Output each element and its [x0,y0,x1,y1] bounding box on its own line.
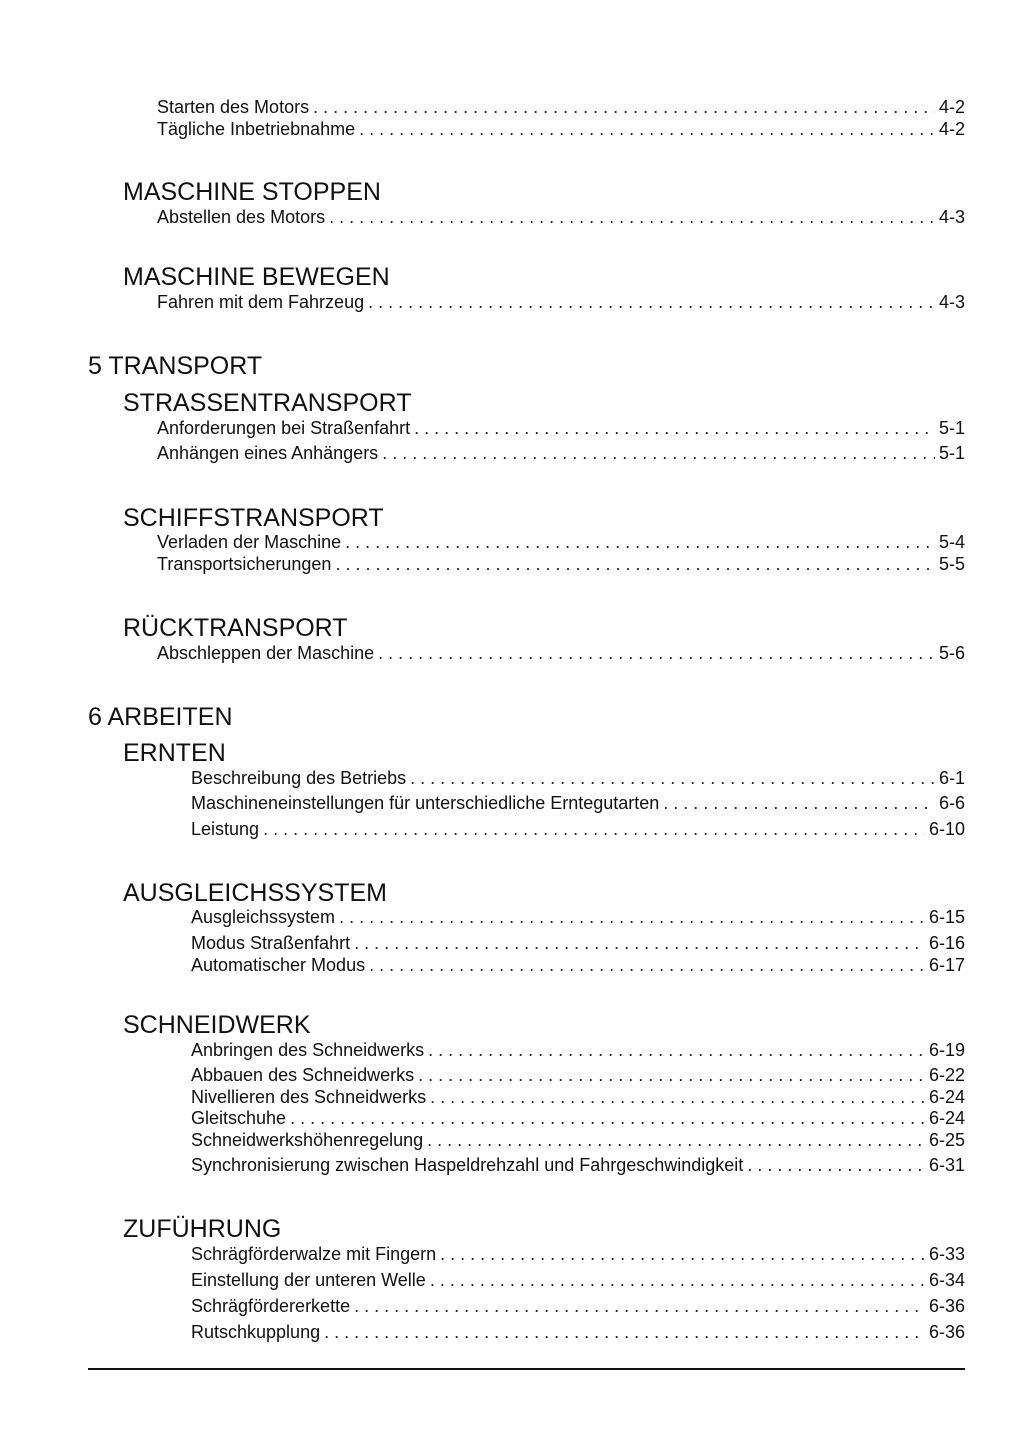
toc-entry-page: 5-1 [938,418,965,438]
toc-entry-title: Anbringen des Schneidwerks [191,1040,425,1060]
dot-leader [335,553,935,575]
toc-entry[interactable] [157,417,965,439]
toc-entry[interactable] [157,531,965,553]
toc-entry-title: Fahren mit dem Fahrzeug [157,292,365,312]
dot-leader [359,118,935,140]
dot-leader [747,1154,925,1176]
toc-entry-page: 6-24 [928,1087,965,1107]
toc-entry[interactable] [157,642,965,664]
toc-entry-page: 6-31 [928,1155,965,1175]
section-heading: MASCHINE BEWEGEN [123,263,390,291]
toc-entry-title: Anhängen eines Anhängers [157,443,379,463]
toc-entry[interactable] [157,96,965,118]
toc-entry-page: 6-24 [928,1108,965,1128]
section-heading: SCHIFFSTRANSPORT [123,504,384,532]
chapter-heading: 5 TRANSPORT [88,352,263,380]
toc-entry[interactable] [191,1129,965,1151]
toc-entry-title: Starten des Motors [157,97,310,117]
toc-entry[interactable] [191,1039,965,1061]
toc-entry-title: Anforderungen bei Straßenfahrt [157,418,411,438]
section-heading: SCHNEIDWERK [123,1011,311,1039]
toc-entry-title: Schneidwerkshöhenregelung [191,1130,424,1150]
toc-entry-title: Nivellieren des Schneidwerks [191,1087,427,1107]
toc-entry-title: Automatischer Modus [191,955,366,975]
toc-entry[interactable] [191,1086,965,1108]
dot-leader [430,1269,925,1291]
toc-entry-page: 6-16 [928,933,965,953]
dot-leader [290,1107,925,1129]
toc-entry-page: 6-36 [928,1322,965,1342]
toc-entry-title: Maschineneinstellungen für unterschiedliche Erntegutarten [191,793,660,813]
toc-entry-page: 6-36 [928,1296,965,1316]
dot-leader [414,417,935,439]
toc-entry-page: 6-19 [928,1040,965,1060]
toc-entry[interactable] [191,1295,965,1317]
dot-leader [368,291,935,313]
section-heading: STRASSENTRANSPORT [123,389,412,417]
dot-leader [378,642,935,664]
toc-entry[interactable] [191,1269,965,1291]
toc-entry[interactable] [191,1154,965,1176]
toc-entry-page: 6-6 [938,793,965,813]
toc-entry-title: Abbauen des Schneidwerks [191,1065,415,1085]
toc-entry-page: 4-2 [938,97,965,117]
footer-divider [88,1368,965,1370]
toc-entry[interactable] [157,291,965,313]
toc-entry-title: Tägliche Inbetriebnahme [157,119,356,139]
toc-entry-page: 5-6 [938,643,965,663]
dot-leader [410,767,935,789]
toc-entry[interactable] [191,1064,965,1086]
toc-entry-page: 4-2 [938,119,965,139]
toc-entry-page: 6-15 [928,907,965,927]
toc-entry-title: Schrägfördererkette [191,1296,351,1316]
toc-entry-page: 6-25 [928,1130,965,1150]
toc-entry[interactable] [157,206,965,228]
toc-entry-page: 5-4 [938,532,965,552]
toc-entry[interactable] [191,954,965,976]
dot-leader [329,206,935,228]
toc-entry-title: Schrägförderwalze mit Fingern [191,1244,437,1264]
toc-entry-title: Einstellung der unteren Welle [191,1270,426,1290]
toc-entry-page: 6-34 [928,1270,965,1290]
dot-leader [663,792,935,814]
toc-entry-page: 6-22 [928,1065,965,1085]
toc-entry-title: Abschleppen der Maschine [157,643,375,663]
toc-entry[interactable] [191,1321,965,1343]
dot-leader [369,954,925,976]
toc-entry[interactable] [191,906,965,928]
toc-entry-title: Synchronisierung zwischen Haspeldrehzahl und Fahrgeschwindigkeit [191,1155,744,1175]
toc-entry[interactable] [191,818,965,840]
toc-entry-title: Gleitschuhe [191,1108,287,1128]
toc-entry[interactable] [191,767,965,789]
toc-entry-page: 4-3 [938,292,965,312]
dot-leader [427,1129,925,1151]
dot-leader [440,1243,925,1265]
toc-entry-title: Rutschkupplung [191,1322,321,1342]
toc-entry-title: Leistung [191,819,260,839]
dot-leader [339,906,925,928]
dot-leader [418,1064,925,1086]
toc-entry[interactable] [191,1243,965,1265]
section-heading: AUSGLEICHSSYSTEM [123,879,387,907]
section-heading: MASCHINE STOPPEN [123,178,381,206]
toc-entry-title: Modus Straßenfahrt [191,933,351,953]
dot-leader [354,932,925,954]
section-heading: RÜCKTRANSPORT [123,614,348,642]
dot-leader [345,531,935,553]
toc-entry-page: 4-3 [938,207,965,227]
toc-entry-page: 6-17 [928,955,965,975]
toc-entry-title: Beschreibung des Betriebs [191,768,407,788]
dot-leader [428,1039,925,1061]
toc-entry-title: Ausgleichssystem [191,907,336,927]
toc-entry-page: 6-1 [938,768,965,788]
toc-entry[interactable] [191,932,965,954]
toc-entry[interactable] [191,1107,965,1129]
dot-leader [430,1086,925,1108]
toc-entry-title: Verladen der Maschine [157,532,342,552]
toc-entry[interactable] [191,792,965,814]
dot-leader [263,818,925,840]
toc-entry-page: 6-33 [928,1244,965,1264]
toc-entry-page: 5-1 [938,443,965,463]
section-heading: ZUFÜHRUNG [123,1215,282,1243]
dot-leader [313,96,935,118]
chapter-heading: 6 ARBEITEN [88,703,233,731]
dot-leader [382,442,935,464]
toc-entry-title: Abstellen des Motors [157,207,326,227]
toc-entry[interactable] [157,118,965,140]
section-heading: ERNTEN [123,739,226,767]
toc-entry-title: Transportsicherungen [157,554,332,574]
toc-entry-page: 5-5 [938,554,965,574]
dot-leader [324,1321,925,1343]
toc-entry[interactable] [157,553,965,575]
toc-entry[interactable] [157,442,965,464]
toc-entry-page: 6-10 [928,819,965,839]
dot-leader [354,1295,925,1317]
